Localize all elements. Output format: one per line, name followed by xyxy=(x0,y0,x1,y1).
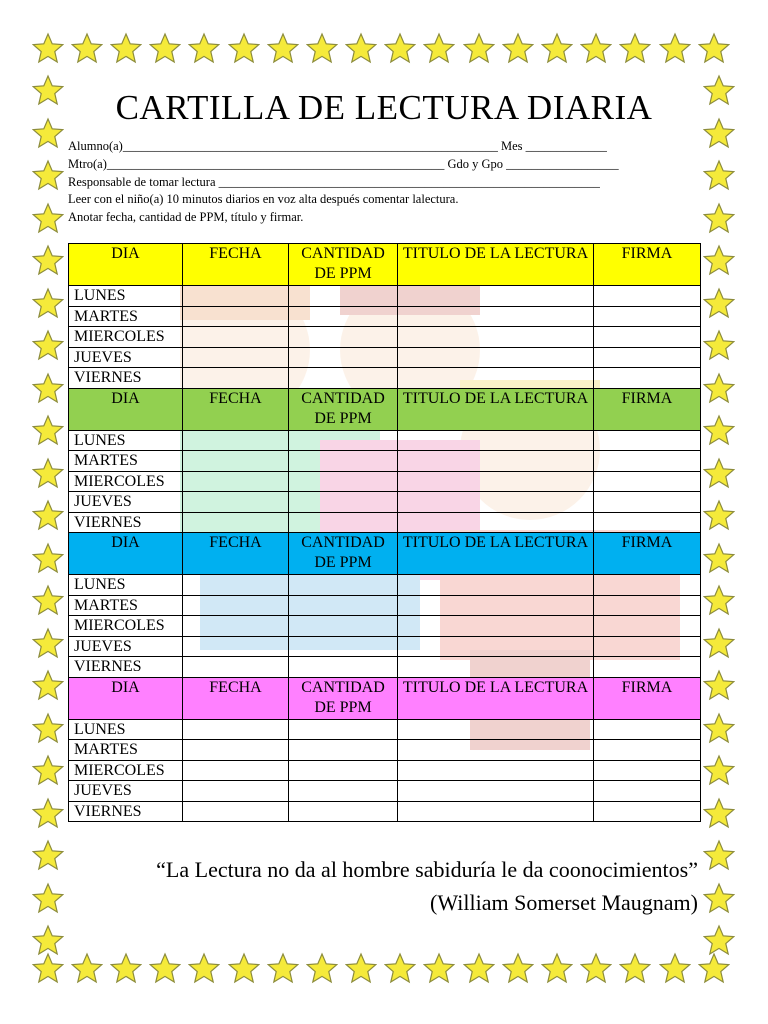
star-icon xyxy=(463,32,495,64)
star-icon xyxy=(703,924,735,956)
star-icon xyxy=(32,159,64,191)
fecha-cell[interactable] xyxy=(183,616,289,637)
star-icon xyxy=(703,499,735,531)
header-dia: DIA xyxy=(69,388,183,430)
day-cell: VIERNES xyxy=(69,657,183,678)
table-row xyxy=(69,595,701,616)
star-icon xyxy=(228,32,260,64)
ppm-cell[interactable] xyxy=(289,347,398,368)
star-icon xyxy=(32,32,64,64)
star-icon xyxy=(188,952,220,984)
firma-cell[interactable] xyxy=(594,286,701,307)
fecha-cell[interactable] xyxy=(183,636,289,657)
fecha-cell[interactable] xyxy=(183,347,289,368)
fecha-cell[interactable] xyxy=(183,781,289,802)
titulo-cell[interactable] xyxy=(398,801,594,822)
firma-cell[interactable] xyxy=(594,430,701,451)
star-icon xyxy=(703,669,735,701)
star-icon xyxy=(32,924,64,956)
table-row xyxy=(69,306,701,327)
table-row xyxy=(69,781,701,802)
firma-cell[interactable] xyxy=(594,471,701,492)
star-icon xyxy=(703,159,735,191)
ppm-cell[interactable] xyxy=(289,616,398,637)
fecha-cell[interactable] xyxy=(183,719,289,740)
ppm-cell[interactable] xyxy=(289,781,398,802)
firma-cell[interactable] xyxy=(594,657,701,678)
table-row xyxy=(69,719,701,740)
firma-cell[interactable] xyxy=(594,719,701,740)
day-cell: LUNES xyxy=(69,286,183,307)
star-icon xyxy=(703,542,735,574)
table-row xyxy=(69,616,701,637)
ppm-cell[interactable] xyxy=(289,327,398,348)
day-cell: LUNES xyxy=(69,719,183,740)
table-row xyxy=(69,286,701,307)
header-dia: DIA xyxy=(69,533,183,575)
star-icon xyxy=(384,952,416,984)
maestro-field-line[interactable]: Mtro(a)______________________________________________________ Gdo y Gpo __________________ xyxy=(68,157,619,171)
firma-cell[interactable] xyxy=(594,781,701,802)
table-row xyxy=(69,801,701,822)
day-cell: JUEVES xyxy=(69,492,183,513)
star-icon xyxy=(32,244,64,276)
fecha-cell[interactable] xyxy=(183,760,289,781)
header-firma: FIRMA xyxy=(594,244,701,286)
day-cell: MARTES xyxy=(69,740,183,761)
star-icon xyxy=(149,952,181,984)
table-row xyxy=(69,451,701,472)
ppm-cell[interactable] xyxy=(289,657,398,678)
firma-cell[interactable] xyxy=(594,595,701,616)
titulo-cell[interactable] xyxy=(398,781,594,802)
star-icon xyxy=(306,32,338,64)
table-row xyxy=(69,430,701,451)
header-cantidad-ppm: CANTIDAD DE PPM xyxy=(289,244,398,286)
page-title: CARTILLA DE LECTURA DIARIA xyxy=(115,88,653,127)
titulo-cell[interactable] xyxy=(398,595,594,616)
header-cantidad-ppm: CANTIDAD DE PPM xyxy=(289,677,398,719)
table-row xyxy=(69,368,701,389)
firma-cell[interactable] xyxy=(594,347,701,368)
table-row xyxy=(69,512,701,533)
firma-cell[interactable] xyxy=(594,327,701,348)
star-icon xyxy=(71,32,103,64)
fecha-cell[interactable] xyxy=(183,657,289,678)
star-icon xyxy=(384,32,416,64)
ppm-cell[interactable] xyxy=(289,492,398,513)
table-row xyxy=(69,760,701,781)
ppm-cell[interactable] xyxy=(289,719,398,740)
alumno-field-line[interactable]: Alumno(a)____________________________________________________________ Mes _____________ xyxy=(68,139,607,153)
header-firma: FIRMA xyxy=(594,388,701,430)
ppm-cell[interactable] xyxy=(289,801,398,822)
header-titulo-lectura: TITULO DE LA LECTURA xyxy=(398,533,594,575)
table-row xyxy=(69,657,701,678)
day-cell: LUNES xyxy=(69,430,183,451)
firma-cell[interactable] xyxy=(594,760,701,781)
titulo-cell[interactable] xyxy=(398,636,594,657)
ppm-cell[interactable] xyxy=(289,430,398,451)
section-header-row xyxy=(69,533,701,575)
star-icon xyxy=(580,952,612,984)
ppm-cell[interactable] xyxy=(289,636,398,657)
titulo-cell[interactable] xyxy=(398,327,594,348)
table-row xyxy=(69,471,701,492)
star-icon xyxy=(32,287,64,319)
star-icon xyxy=(306,952,338,984)
star-icon xyxy=(703,627,735,659)
table-row xyxy=(69,575,701,596)
header-titulo-lectura: TITULO DE LA LECTURA xyxy=(398,677,594,719)
star-icon xyxy=(32,952,64,984)
fecha-cell[interactable] xyxy=(183,451,289,472)
star-icon xyxy=(703,797,735,829)
firma-cell[interactable] xyxy=(594,801,701,822)
ppm-cell[interactable] xyxy=(289,368,398,389)
star-icon xyxy=(580,32,612,64)
star-icon xyxy=(541,952,573,984)
star-icon xyxy=(703,287,735,319)
header-fecha: FECHA xyxy=(183,533,289,575)
star-icon xyxy=(32,584,64,616)
titulo-cell[interactable] xyxy=(398,760,594,781)
titulo-cell[interactable] xyxy=(398,286,594,307)
star-icon xyxy=(32,754,64,786)
star-icon xyxy=(703,712,735,744)
star-icon xyxy=(267,32,299,64)
day-cell: VIERNES xyxy=(69,512,183,533)
header-fecha: FECHA xyxy=(183,677,289,719)
day-cell: JUEVES xyxy=(69,347,183,368)
titulo-cell[interactable] xyxy=(398,492,594,513)
star-icon xyxy=(32,414,64,446)
star-icon xyxy=(619,952,651,984)
header-cantidad-ppm: CANTIDAD DE PPM xyxy=(289,388,398,430)
header-titulo-lectura: TITULO DE LA LECTURA xyxy=(398,244,594,286)
ppm-cell[interactable] xyxy=(289,512,398,533)
day-cell: LUNES xyxy=(69,575,183,596)
day-cell: VIERNES xyxy=(69,368,183,389)
star-icon xyxy=(659,952,691,984)
fecha-cell[interactable] xyxy=(183,575,289,596)
star-icon xyxy=(149,32,181,64)
fecha-cell[interactable] xyxy=(183,512,289,533)
star-icon xyxy=(619,32,651,64)
star-icon xyxy=(345,32,377,64)
star-icon xyxy=(32,797,64,829)
titulo-cell[interactable] xyxy=(398,306,594,327)
fecha-cell[interactable] xyxy=(183,327,289,348)
titulo-cell[interactable] xyxy=(398,740,594,761)
star-icon xyxy=(703,244,735,276)
star-icon xyxy=(502,952,534,984)
star-icon xyxy=(502,32,534,64)
titulo-cell[interactable] xyxy=(398,368,594,389)
star-icon xyxy=(188,32,220,64)
header-fecha: FECHA xyxy=(183,244,289,286)
star-icon xyxy=(32,457,64,489)
ppm-cell[interactable] xyxy=(289,306,398,327)
section-header-row xyxy=(69,388,701,430)
fecha-cell[interactable] xyxy=(183,430,289,451)
day-cell: MIERCOLES xyxy=(69,760,183,781)
firma-cell[interactable] xyxy=(594,492,701,513)
star-icon xyxy=(267,952,299,984)
fecha-cell[interactable] xyxy=(183,595,289,616)
star-icon xyxy=(32,372,64,404)
table-row xyxy=(69,740,701,761)
instruction-text: Anotar fecha, cantidad de PPM, título y firmar. xyxy=(68,210,304,224)
star-icon xyxy=(659,32,691,64)
titulo-cell[interactable] xyxy=(398,347,594,368)
ppm-cell[interactable] xyxy=(289,286,398,307)
ppm-cell[interactable] xyxy=(289,451,398,472)
section-header-row xyxy=(69,677,701,719)
table-row xyxy=(69,492,701,513)
star-icon xyxy=(463,952,495,984)
day-cell: MIERCOLES xyxy=(69,616,183,637)
firma-cell[interactable] xyxy=(594,636,701,657)
star-icon xyxy=(32,329,64,361)
titulo-cell[interactable] xyxy=(398,471,594,492)
day-cell: VIERNES xyxy=(69,801,183,822)
day-cell: MIERCOLES xyxy=(69,327,183,348)
firma-cell[interactable] xyxy=(594,306,701,327)
firma-cell[interactable] xyxy=(594,616,701,637)
header-fecha: FECHA xyxy=(183,388,289,430)
table-row xyxy=(69,347,701,368)
star-icon xyxy=(110,32,142,64)
star-icon xyxy=(71,952,103,984)
titulo-cell[interactable] xyxy=(398,451,594,472)
star-icon xyxy=(423,952,455,984)
fecha-cell[interactable] xyxy=(183,471,289,492)
titulo-cell[interactable] xyxy=(398,719,594,740)
fecha-cell[interactable] xyxy=(183,286,289,307)
fecha-cell[interactable] xyxy=(183,492,289,513)
header-firma: FIRMA xyxy=(594,533,701,575)
star-icon xyxy=(541,32,573,64)
firma-cell[interactable] xyxy=(594,512,701,533)
star-icon xyxy=(32,542,64,574)
fecha-cell[interactable] xyxy=(183,801,289,822)
star-icon xyxy=(110,952,142,984)
day-cell: MARTES xyxy=(69,306,183,327)
ppm-cell[interactable] xyxy=(289,471,398,492)
star-icon xyxy=(703,372,735,404)
titulo-cell[interactable] xyxy=(398,430,594,451)
star-icon xyxy=(703,202,735,234)
star-icon xyxy=(32,499,64,531)
fecha-cell[interactable] xyxy=(183,740,289,761)
titulo-cell[interactable] xyxy=(398,575,594,596)
titulo-cell[interactable] xyxy=(398,616,594,637)
star-icon xyxy=(703,414,735,446)
star-icon xyxy=(698,952,730,984)
titulo-cell[interactable] xyxy=(398,657,594,678)
quote-text: “La Lectura no da al hombre sabiduría le da coonocimientos” xyxy=(156,857,698,882)
star-icon xyxy=(703,584,735,616)
firma-cell[interactable] xyxy=(594,575,701,596)
section-header-row xyxy=(69,244,701,286)
header-dia: DIA xyxy=(69,677,183,719)
star-icon xyxy=(703,839,735,871)
day-cell: MIERCOLES xyxy=(69,471,183,492)
table-row xyxy=(69,327,701,348)
star-icon xyxy=(32,669,64,701)
table-row xyxy=(69,636,701,657)
instruction-text: Leer con el niño(a) 10 minutos diarios en voz alta después comentar lalectura. xyxy=(68,192,459,206)
firma-cell[interactable] xyxy=(594,451,701,472)
fecha-cell[interactable] xyxy=(183,368,289,389)
responsable-field-line[interactable]: Responsable de tomar lectura _____________________________________________________________ xyxy=(68,175,600,189)
star-icon xyxy=(423,32,455,64)
star-icon xyxy=(703,754,735,786)
header-firma: FIRMA xyxy=(594,677,701,719)
header-cantidad-ppm: CANTIDAD DE PPM xyxy=(289,533,398,575)
quote-author: (William Somerset Maugnam) xyxy=(430,890,698,915)
titulo-cell[interactable] xyxy=(398,512,594,533)
ppm-cell[interactable] xyxy=(289,740,398,761)
star-icon xyxy=(32,712,64,744)
ppm-cell[interactable] xyxy=(289,575,398,596)
star-icon xyxy=(698,32,730,64)
ppm-cell[interactable] xyxy=(289,760,398,781)
day-cell: JUEVES xyxy=(69,781,183,802)
reading-log-table xyxy=(68,243,701,822)
day-cell: JUEVES xyxy=(69,636,183,657)
fecha-cell[interactable] xyxy=(183,306,289,327)
star-icon xyxy=(32,839,64,871)
star-icon xyxy=(32,202,64,234)
firma-cell[interactable] xyxy=(594,740,701,761)
header-titulo-lectura: TITULO DE LA LECTURA xyxy=(398,388,594,430)
star-icon xyxy=(32,627,64,659)
firma-cell[interactable] xyxy=(594,368,701,389)
star-icon xyxy=(228,952,260,984)
day-cell: MARTES xyxy=(69,595,183,616)
star-icon xyxy=(32,882,64,914)
star-icon xyxy=(703,882,735,914)
star-icon xyxy=(703,329,735,361)
header-dia: DIA xyxy=(69,244,183,286)
star-icon xyxy=(703,457,735,489)
star-icon xyxy=(345,952,377,984)
ppm-cell[interactable] xyxy=(289,595,398,616)
day-cell: MARTES xyxy=(69,451,183,472)
